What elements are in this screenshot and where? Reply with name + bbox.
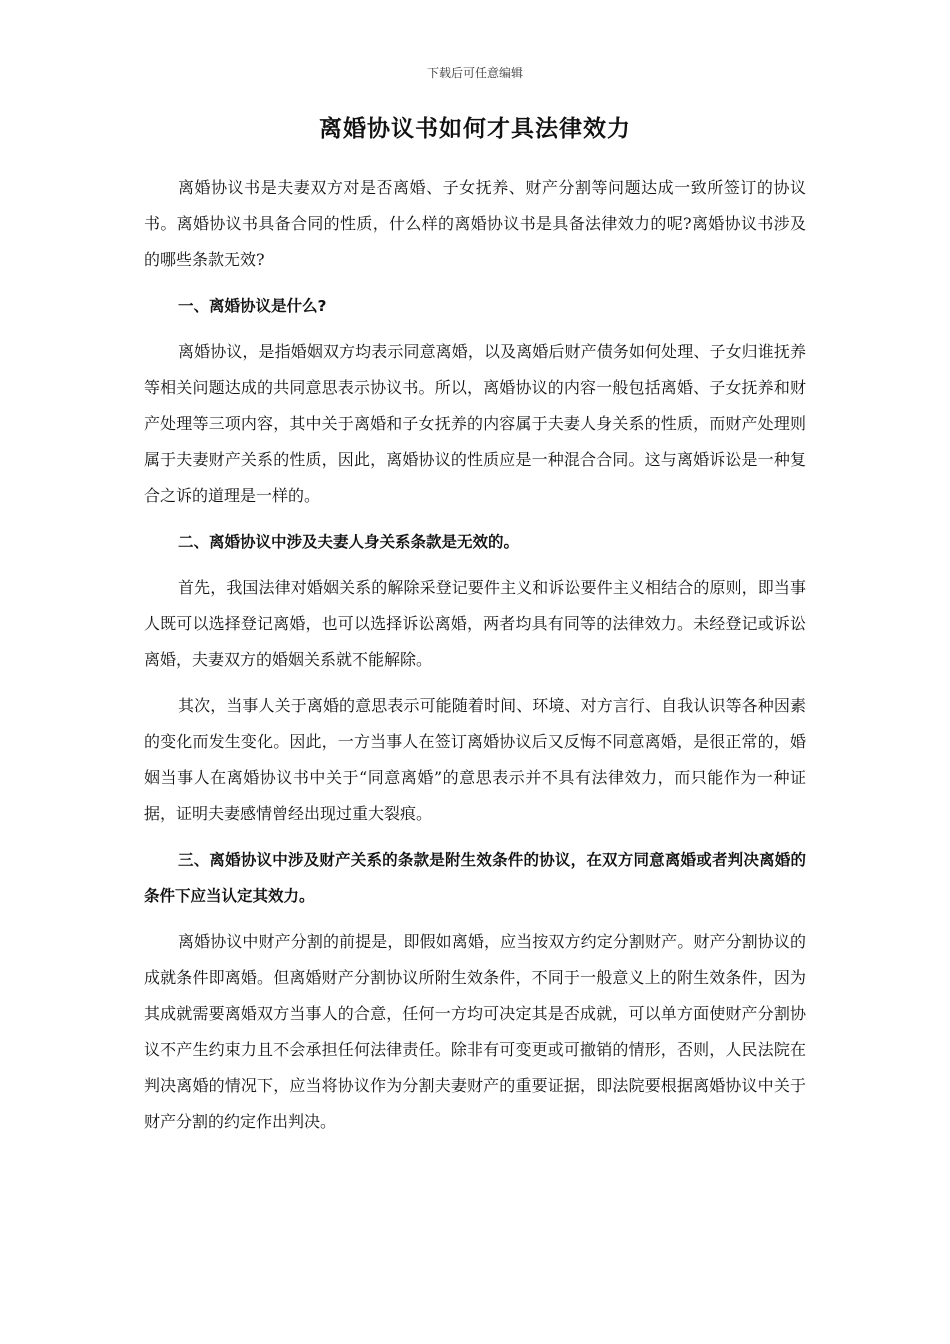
section-heading-3: 三、离婚协议中涉及财产关系的条款是附生效条件的协议，在双方同意离婚或者判决离婚的条件下应当认定其效力。 (144, 851, 806, 905)
section-heading-1: 一、离婚协议是什么? (178, 297, 327, 315)
section-2-paragraph-2: 其次，当事人关于离婚的意思表示可能随着时间、环境、对方言行、自我认识等各种因素的变化而发生变化。因此，一方当事人在签订离婚协议后又反悔不同意离婚，是很正常的，婚姻当事人在离婚协议书中关于“同意离婚”的意思表示并不具有法律效力，而只能作为一种证据，证明夫妻感情曾经出现过重大裂痕。 (144, 696, 806, 823)
intro-paragraph: 离婚协议书是夫妻双方对是否离婚、子女抚养、财产分割等问题达成一致所签订的协议书。离婚协议书具备合同的性质，什么样的离婚协议书是具备法律效力的呢?离婚协议书涉及的哪些条款无效? (144, 178, 806, 269)
section-heading-2: 二、离婚协议中涉及夫妻人身关系条款是无效的。 (178, 533, 520, 551)
document-title: 离婚协议书如何才具法律效力 (319, 116, 631, 142)
section-1-paragraph: 离婚协议，是指婚姻双方均表示同意离婚，以及离婚后财产债务如何处理、子女归谁抚养等相关问题达成的共同意思表示协议书。所以，离婚协议的内容一般包括离婚、子女抚养和财产处理等三项内容，其中关于离婚和子女抚养的内容属于夫妻人身关系的性质，而财产处理则属于夫妻财产关系的性质，因此，离婚协议的性质应是一种混合合同。这与离婚诉讼是一种复合之诉的道理是一样的。 (144, 342, 806, 505)
document-body (144, 170, 806, 1150)
section-2-paragraph-1: 首先，我国法律对婚姻关系的解除采登记要件主义和诉讼要件主义相结合的原则，即当事人既可以选择登记离婚，也可以选择诉讼离婚，两者均具有同等的法律效力。未经登记或诉讼离婚，夫妻双方的婚姻关系就不能解除。 (144, 578, 806, 669)
header-note: 下载后可任意编辑 (426, 66, 523, 80)
section-3-paragraph: 离婚协议中财产分割的前提是，即假如离婚，应当按双方约定分割财产。财产分割协议的成就条件即离婚。但离婚财产分割协议所附生效条件，不同于一般意义上的附生效条件，因为其成就需要离婚双方当事人的合意，任何一方均可决定其是否成就，可以单方面使财产分割协议不产生约束力且不会承担任何法律责任。除非有可变更或可撤销的情形，否则，人民法院在判决离婚的情况下，应当将协议作为分割夫妻财产的重要证据，即法院要根据离婚协议中关于财产分割的约定作出判决。 (144, 932, 806, 1131)
